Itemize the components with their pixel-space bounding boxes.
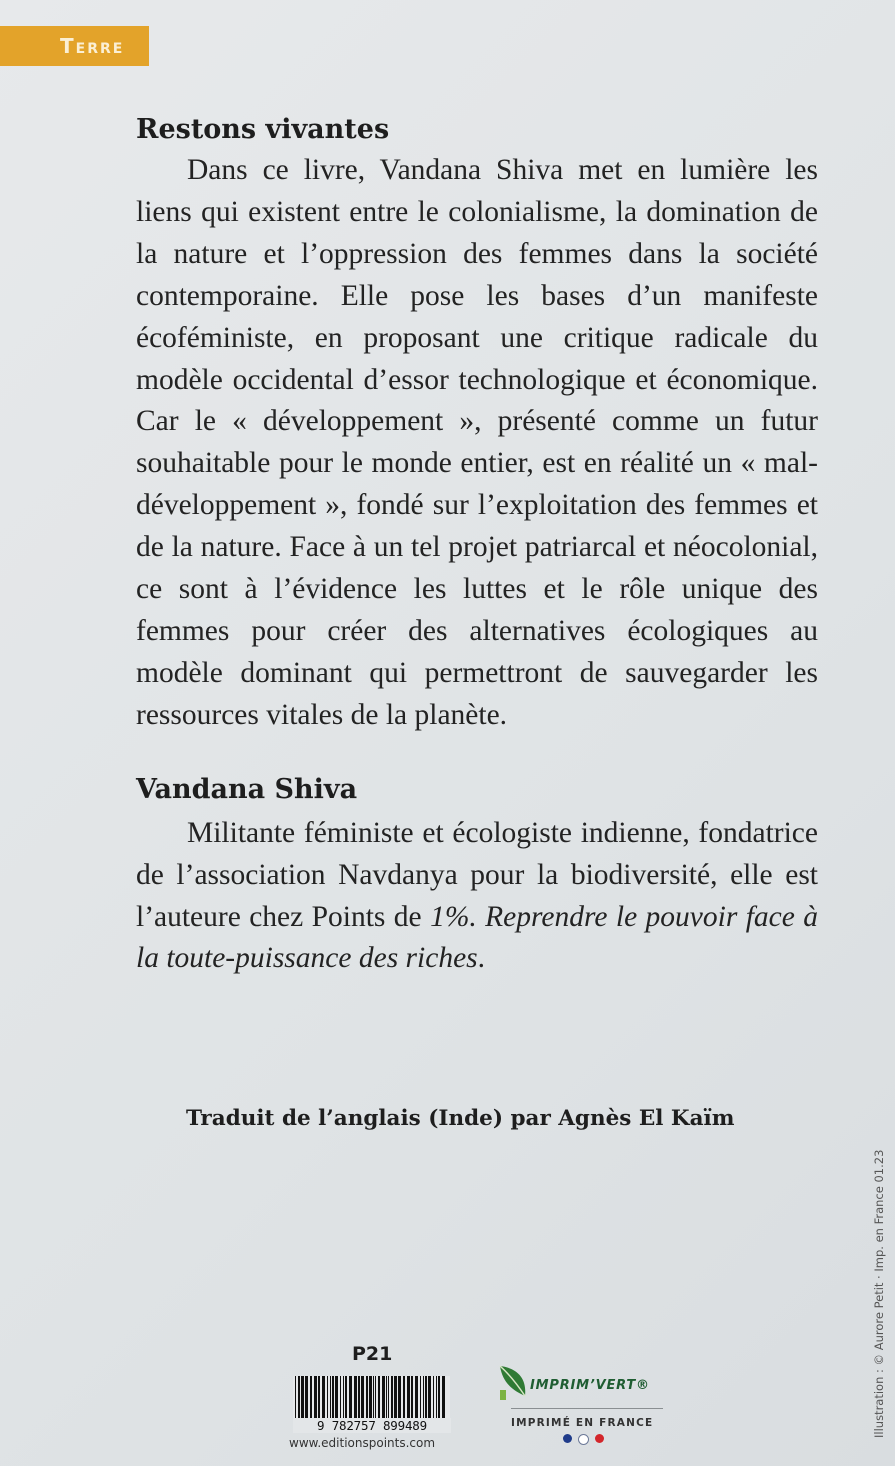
barcode-bar xyxy=(375,1376,376,1420)
barcode-bar xyxy=(382,1376,385,1420)
barcode-bar xyxy=(369,1376,372,1420)
barcode-bar xyxy=(345,1376,347,1420)
barcode-bar xyxy=(428,1376,431,1420)
barcode-bar xyxy=(423,1376,424,1420)
flag-dots xyxy=(563,1434,604,1445)
barcode-bar xyxy=(442,1376,445,1420)
barcode-bar xyxy=(366,1376,368,1420)
barcode-digits: 9 782757 899489 xyxy=(293,1418,451,1433)
website-link[interactable]: www.editionspoints.com xyxy=(289,1436,436,1450)
barcode-bar xyxy=(310,1376,312,1420)
barcode-bar xyxy=(343,1376,344,1420)
barcode-bar xyxy=(314,1376,317,1420)
logo-divider xyxy=(511,1408,663,1409)
barcode-bar xyxy=(335,1376,338,1420)
barcode-bar xyxy=(407,1376,410,1420)
author-book-title: 1%. Reprendre le pouvoir face à la toute-puissance des riches xyxy=(136,900,818,975)
imprim-vert-name: IMPRIM’VERT® xyxy=(530,1378,650,1393)
barcode-bar xyxy=(398,1376,401,1420)
barcode-bar xyxy=(354,1376,357,1420)
barcode-bar xyxy=(298,1376,300,1420)
price-code: P21 xyxy=(352,1343,393,1365)
barcode-bar xyxy=(332,1376,334,1420)
barcode-bar xyxy=(378,1376,380,1420)
author-bio-end: . xyxy=(477,942,486,975)
barcode-bar xyxy=(358,1376,360,1420)
barcode-bar xyxy=(391,1376,393,1420)
collection-label: Terre xyxy=(60,34,125,58)
barcode-bar xyxy=(301,1376,304,1420)
barcode-bar xyxy=(386,1376,387,1420)
barcode-bar xyxy=(433,1376,434,1420)
author-bio xyxy=(136,813,818,981)
barcode-bars xyxy=(293,1376,450,1420)
barcode-bar xyxy=(373,1376,374,1420)
flag-dot-white xyxy=(578,1434,589,1445)
content xyxy=(136,108,818,980)
flag-dot-blue xyxy=(563,1434,572,1443)
barcode-bar xyxy=(305,1376,308,1420)
author-bio-text: Militante féministe et écologiste indienne, fondatrice de l’association Navdanya pour la biodiversité, elle est l’auteure chez Points de xyxy=(136,816,818,933)
barcode-bar xyxy=(322,1376,325,1420)
barcode-bar xyxy=(340,1376,341,1420)
barcode-bar xyxy=(318,1376,320,1420)
barcode-bar xyxy=(361,1376,364,1420)
barcode-bar xyxy=(388,1376,389,1420)
summary-paragraph: Dans ce livre, Vandana Shiva met en lumière les liens qui existent entre le colonialisme, la domination de la nature et l’oppression des femmes dans la société contemporaine. Elle pose les bases d’un manifeste écoféministe, en proposant une critique radicale du modèle occidental d’essor technologique et économique. Car le « développement », présenté comme un futur souhaitable pour le monde entier, est en réalité un « mal-développement », fondé sur l’exploitation des femmes et de la nature. Face à un tel projet patriarcal et néocolonial, ce sont à l’évidence les luttes et le rôle unique des femmes pour créer des alternatives écologiques au modèle dominant qui permettront de sauvegarder les ressources vitales de la planète. xyxy=(136,154,818,731)
barcode-bar xyxy=(411,1376,413,1420)
barcode-bar xyxy=(436,1376,437,1420)
leaf-icon xyxy=(497,1362,531,1406)
imprim-vert-logo xyxy=(497,1360,672,1455)
translator-credit: Traduit de l’anglais (Inde) par Agnès El Kaïm xyxy=(186,1106,735,1131)
barcode-bar xyxy=(295,1376,296,1420)
barcode-bar xyxy=(420,1376,421,1420)
illustration-credit: Illustration : © Aurore Petit · Imp. en France 01.23 xyxy=(872,1149,886,1438)
barcode-bar xyxy=(403,1376,405,1420)
author-heading: Vandana Shiva xyxy=(136,773,358,805)
barcode-bar xyxy=(438,1376,440,1420)
barcode-bar xyxy=(425,1376,427,1420)
barcode-bar xyxy=(394,1376,397,1420)
summary-heading: Restons vivantes xyxy=(136,114,390,145)
barcode-bar xyxy=(415,1376,418,1420)
barcode-bar xyxy=(349,1376,352,1420)
imprim-vert-subtitle: IMPRIMÉ EN FRANCE xyxy=(511,1417,654,1429)
barcode-bar xyxy=(330,1376,331,1420)
flag-dot-red xyxy=(595,1434,604,1443)
collection-tag xyxy=(0,26,149,66)
barcode-bar xyxy=(327,1376,328,1420)
